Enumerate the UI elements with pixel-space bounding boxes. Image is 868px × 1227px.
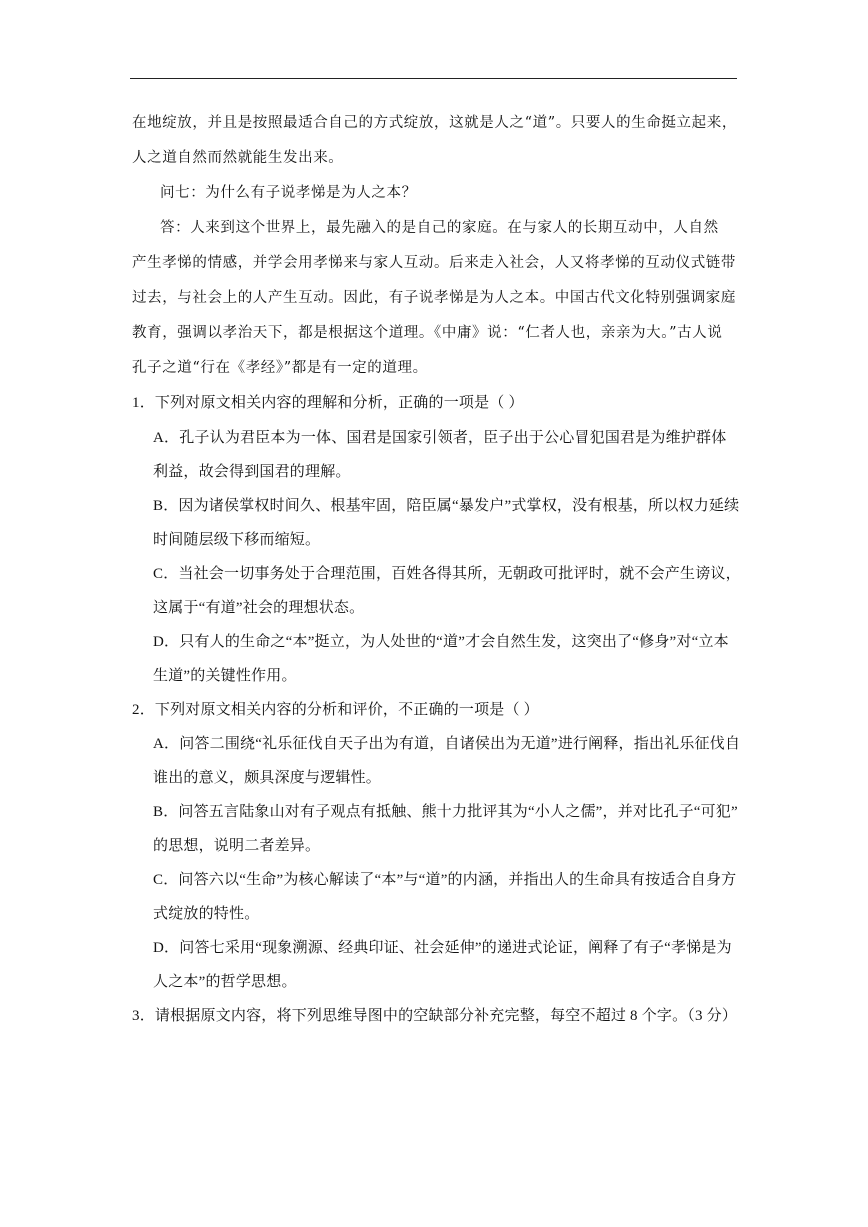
question-3-stem: 3．请根据原文内容，将下列思维导图中的空缺部分补充完整，每空不超过 8 个字。（3 分） [132, 1008, 738, 1024]
question-2-option-d: D．问答七采用“现象溯源、经典印证、社会延伸”的递进式论证，阐释了有子“孝悌是为 [153, 940, 732, 956]
passage-line: 教育，强调以孝治天下，都是根据这个道理。《中庸》说：“仁者人也，亲亲为大。”古人说 [132, 325, 723, 341]
question-2-option-d-cont: 人之本”的哲学思想。 [153, 974, 297, 990]
question-1-option-d-cont: 生道”的关键性作用。 [153, 668, 297, 684]
question-1-option-c-cont: 这属于“有道”社会的理想状态。 [153, 600, 365, 616]
passage-line: 在地绽放，并且是按照最适合自己的方式绽放，这就是人之“道”。只要人的生命挺立起来， [132, 115, 737, 131]
question-1-option-a-cont: 利益，故会得到国君的理解。 [153, 464, 351, 480]
question-2-option-a-cont: 谁出的意义，颇具深度与逻辑性。 [153, 770, 382, 786]
question-1-option-a: A．孔子认为君臣本为一体、国君是国家引领者，臣子出于公心冒犯国君是为维护群体 [153, 430, 727, 446]
question-2-stem: 2．下列对原文相关内容的分析和评价，不正确的一项是（ ） [132, 702, 539, 718]
question-1-option-d: D．只有人的生命之“本”挺立，为人处世的“道”才会自然生发，这突出了“修身”对“立本 [153, 634, 729, 650]
question-2-option-a: A．问答二围绕“礼乐征伐自天子出为有道，自诸侯出为无道”进行阐释，指出礼乐征伐自 [153, 736, 741, 752]
question-1-option-b-cont: 时间随层级下移而缩短。 [153, 532, 321, 548]
passage-line: 产生孝悌的情感，并学会用孝悌来与家人互动。后来走入社会，人又将孝悌的互动仪式链带 [132, 255, 736, 271]
question-1-option-c: C．当社会一切事务处于合理范围，百姓各得其所，无朝政可批评时，就不会产生谤议， [153, 566, 741, 582]
question-1-stem: 1．下列对原文相关内容的理解和分析，正确的一项是（ ） [132, 395, 524, 411]
header-rule [130, 78, 737, 79]
question-2-option-b: B．问答五言陆象山对有子观点有抵触、熊十力批评其为“小人之儒”，并对比孔子“可犯” [153, 804, 738, 820]
question-2-option-c: C．问答六以“生命”为核心解读了“本”与“道”的内涵，并指出人的生命具有按适合自身方 [153, 872, 737, 888]
question-2-option-b-cont: 的思想，说明二者差异。 [153, 838, 321, 854]
passage-line: 答：人来到这个世界上，最先融入的是自己的家庭。在与家人的长期互动中，人自然 [160, 220, 719, 236]
passage-line: 孔子之道“行在《孝经》”都是有一定的道理。 [132, 360, 428, 376]
passage-line: 过去，与社会上的人产生互动。因此，有子说孝悌是为人之本。中国古代文化特别强调家庭 [132, 290, 736, 306]
question-1-option-b: B．因为诸侯掌权时间久、根基牢固，陪臣属“暴发户”式掌权，没有根基，所以权力延续 [153, 498, 740, 514]
question-seven-heading: 问七：为什么有子说孝悌是为人之本？ [160, 185, 417, 201]
question-2-option-c-cont: 式绽放的特性。 [153, 906, 260, 922]
passage-line: 人之道自然而然就能生发出来。 [132, 150, 344, 166]
